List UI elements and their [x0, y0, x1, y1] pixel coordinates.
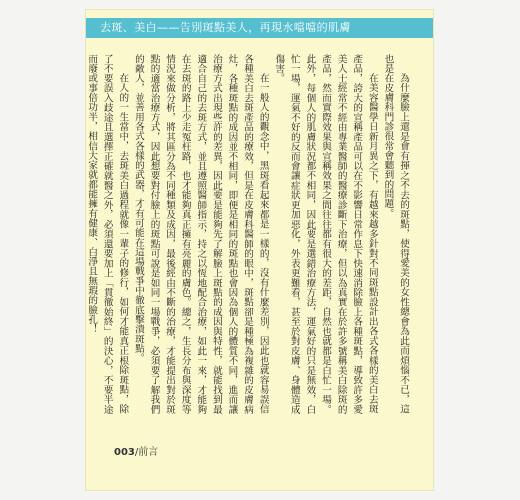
paragraph: 在美容醫學日新月異之下，有越來越多針對不同斑點設計出各式各樣的美白去斑產品，誇大的宣稱產品可以在不影響日常作息下快速消除臉上各種斑點，導致許多愛美人士經常不經由專業醫師的醫療診斷下治療，但以為真實在於許多號稱美白除斑的產品，然而實際效果與宣稱效果之間往往都有很大的差距，自然也就都是白忙一場。此外，每個人的肌膚狀況都不相同，因此要是選錯治療方法，運氣好的只是無效，白忙一場，運氣不好的反而會讓症狀更加惡化，外表更難看，甚至於對皮膚、身體造成傷害。	[273, 54, 378, 414]
paragraph: 在一般人的觀念中，黑斑看起來都是一樣的，沒有什麼差別，因此也就容易誤信各種美白去斑產品的療效，但是在皮膚科醫師的眼中，斑點卻是種極為複雜的皮膚病灶，各種斑點的成因並不相同，即便是相同的斑點也會因為個人的體質不同，進而讓治療方式出現些許的差異，因此要是能夠先了解臉上斑點的成因與特性，就能找到最適合自己的去斑方式，並且遵照醫師指示，持之以恆地配合治療，如此一來，才能夠在去斑的路上少走冤枉路，也才能夠真正擁有亮麗的膚色。總之，生長分布與深度等情況來做分析，將其區分為不同種類及成因，最後經由不斷的治療，才能提出對於斑點的適當治療方式，因此想要對付臉上的斑點可說是如同一場戰爭，必須要了解我們的敵人，並善用各式各樣的武器，才有可能在這場戰爭中徹底擊潰斑點。	[132, 54, 269, 414]
chapter-title: 去斑、美白——告別斑點美人，再現水噹噹的肌膚	[100, 21, 351, 34]
page-number: 003	[114, 447, 135, 458]
body-text-vertical	[84, 54, 411, 414]
book-page	[86, 10, 433, 490]
page-footer	[114, 443, 158, 458]
chapter-header-band	[86, 18, 433, 38]
paragraph: 為什麼臉上還是會有揮之不去的斑點，使得愛美的女性總會為此而煩惱不已，這也是在皮膚科門診很常會聽到的問題。	[382, 54, 409, 414]
section-label: /前言	[134, 447, 159, 458]
paragraph: 在人的一生當中，去斑美白過程就像一輩子的修行，如何才能真正根除斑點，除了不要誤入歧途且選擇正確就醫之外，必須還要加上「貫徹始終」的決心，不要半途而廢或事倍功半，相信大家就都能擁有健康、白淨且無瑕的臉孔！	[86, 54, 129, 414]
